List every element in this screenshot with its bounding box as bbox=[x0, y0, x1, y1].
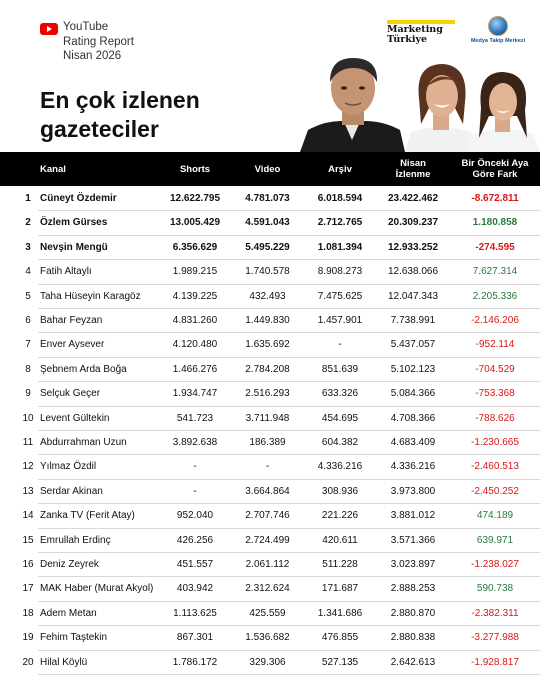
shorts-cell: 403.942 bbox=[176, 583, 214, 595]
video-cell: 5.495.229 bbox=[245, 241, 290, 253]
table-row[interactable] bbox=[0, 651, 540, 675]
fark-cell: -952.114 bbox=[475, 339, 515, 351]
shorts-cell: 1.989.215 bbox=[172, 266, 218, 278]
table-row[interactable] bbox=[0, 529, 540, 553]
shorts-cell: 4.139.225 bbox=[172, 290, 218, 302]
rank-cell: 4 bbox=[25, 266, 31, 278]
nisan-izlenme-cell: 12.638.066 bbox=[387, 266, 439, 278]
fark-cell: 2.205.336 bbox=[472, 290, 518, 302]
fark-cell: -3.277.988 bbox=[471, 632, 519, 644]
rank-cell: 9 bbox=[25, 388, 31, 400]
column-header-nisan-izlenme[interactable]: Nisan İzlenme bbox=[395, 158, 431, 180]
column-header-shorts[interactable]: Shorts bbox=[179, 163, 211, 175]
fark-cell: -704.529 bbox=[475, 363, 515, 375]
fark-cell: 590.738 bbox=[476, 583, 514, 595]
shorts-cell: 12.622.795 bbox=[169, 193, 221, 204]
channel-name-cell: Bahar Feyzan bbox=[40, 315, 103, 326]
nisan-izlenme-cell: 23.422.462 bbox=[387, 193, 439, 204]
video-cell: 4.591.043 bbox=[245, 217, 290, 229]
video-cell: 3.711.948 bbox=[245, 412, 290, 424]
video-cell: 329.306 bbox=[249, 656, 286, 668]
shorts-cell: 952.040 bbox=[176, 510, 214, 522]
rank-cell: 7 bbox=[25, 339, 31, 351]
channel-name-cell: Fatih Altaylı bbox=[40, 266, 92, 278]
channel-name-cell: Levent Gültekin bbox=[40, 412, 110, 424]
arsiv-cell: 6.018.594 bbox=[317, 193, 363, 204]
rank-cell: 8 bbox=[25, 363, 31, 375]
channel-name-cell: Yılmaz Özdil bbox=[40, 461, 97, 473]
video-cell: 3.664.864 bbox=[245, 485, 290, 497]
video-cell: 1.536.682 bbox=[245, 632, 290, 644]
arsiv-cell: 7.475.625 bbox=[317, 290, 363, 302]
nisan-izlenme-cell: 7.738.991 bbox=[390, 315, 436, 326]
video-cell: 1.449.830 bbox=[245, 315, 290, 326]
arsiv-cell: 171.687 bbox=[321, 583, 359, 595]
medya-takip-merkezi-logo: Medya Takip Merkezi bbox=[470, 16, 526, 60]
table-row[interactable] bbox=[0, 577, 540, 601]
table-row[interactable] bbox=[0, 553, 540, 577]
arsiv-cell: - bbox=[338, 339, 342, 351]
shorts-cell: 3.892.638 bbox=[172, 437, 218, 448]
rank-cell: 17 bbox=[22, 583, 34, 595]
shorts-cell: 1.934.747 bbox=[172, 388, 218, 400]
column-header-video[interactable]: Video bbox=[254, 163, 281, 175]
channel-name-cell: Selçuk Geçer bbox=[40, 388, 101, 400]
fark-cell: -1.238.027 bbox=[471, 559, 519, 570]
column-header-arsiv[interactable]: Arşiv bbox=[328, 163, 352, 175]
table-row[interactable] bbox=[0, 236, 540, 260]
nisan-izlenme-cell: 2.642.613 bbox=[390, 656, 436, 668]
rank-cell: 14 bbox=[22, 510, 34, 522]
arsiv-cell: 633.326 bbox=[321, 388, 359, 400]
rank-cell: 6 bbox=[25, 315, 31, 326]
rank-cell: 1 bbox=[25, 193, 31, 204]
rank-cell: 5 bbox=[25, 290, 31, 302]
table-row[interactable] bbox=[0, 504, 540, 528]
fark-cell: -274.595 bbox=[475, 241, 515, 253]
channel-name-cell: Adem Metan bbox=[40, 607, 97, 619]
arsiv-cell: 420.611 bbox=[322, 534, 358, 546]
arsiv-cell: 454.695 bbox=[321, 412, 359, 424]
shorts-cell: 426.256 bbox=[176, 534, 214, 546]
video-cell: 4.781.073 bbox=[245, 193, 290, 204]
shorts-cell: 1.466.276 bbox=[172, 363, 218, 375]
fark-cell: -2.460.513 bbox=[471, 461, 519, 473]
fark-cell: -8.672.811 bbox=[471, 193, 519, 204]
channel-name-cell: Şebnem Arda Boğa bbox=[40, 363, 127, 375]
nisan-izlenme-cell: 2.880.870 bbox=[390, 607, 436, 619]
column-header-kanal[interactable]: Kanal bbox=[40, 163, 66, 175]
fark-cell: 1.180.858 bbox=[472, 217, 518, 229]
channel-name-cell: Emrullah Erdinç bbox=[40, 534, 111, 546]
rank-cell: 2 bbox=[25, 217, 31, 229]
fark-cell: -788.626 bbox=[475, 412, 515, 424]
rank-cell: 12 bbox=[22, 461, 34, 473]
arsiv-cell: 1.457.901 bbox=[317, 315, 363, 326]
portrait-man bbox=[300, 50, 405, 152]
arsiv-cell: 308.936 bbox=[321, 485, 359, 497]
channel-name-cell: Fehim Taştekin bbox=[40, 632, 108, 644]
table-row[interactable] bbox=[0, 602, 540, 626]
rank-cell: 16 bbox=[22, 559, 34, 570]
brand-name: YouTube bbox=[63, 21, 109, 33]
fark-cell: -2.146.206 bbox=[471, 315, 519, 326]
video-cell: - bbox=[265, 461, 270, 473]
fark-cell: 7.627.314 bbox=[472, 266, 518, 278]
channel-name-cell: Deniz Zeyrek bbox=[40, 559, 99, 570]
nisan-izlenme-cell: 5.437.057 bbox=[390, 339, 436, 351]
marketing-turkiye-logo: Marketing Türkiye bbox=[387, 20, 455, 50]
channel-name-cell: Cüneyt Özdemir bbox=[40, 193, 117, 204]
fark-cell: -753.368 bbox=[475, 388, 515, 400]
title-line-2: gazeteciler bbox=[40, 116, 159, 142]
table-row[interactable] bbox=[0, 382, 540, 406]
table-row[interactable] bbox=[0, 211, 540, 235]
table-row[interactable] bbox=[0, 187, 540, 211]
arsiv-cell: 221.226 bbox=[321, 510, 359, 522]
channel-name-cell: Enver Aysever bbox=[40, 339, 105, 351]
shorts-cell: 1.786.172 bbox=[172, 656, 218, 668]
nisan-izlenme-cell: 2.888.253 bbox=[390, 583, 436, 595]
nisan-izlenme-cell: 3.881.012 bbox=[390, 510, 436, 522]
video-cell: 2.312.624 bbox=[245, 583, 290, 595]
table-row[interactable] bbox=[0, 431, 540, 455]
nisan-izlenme-cell: 4.708.366 bbox=[390, 412, 436, 424]
report-period: Nisan 2026 bbox=[63, 50, 122, 62]
nisan-izlenme-cell: 3.023.897 bbox=[390, 559, 436, 570]
nisan-izlenme-cell: 4.683.409 bbox=[390, 437, 436, 448]
rank-cell: 11 bbox=[22, 437, 34, 448]
shorts-cell: 1.113.625 bbox=[173, 607, 217, 619]
nisan-izlenme-cell: 12.047.343 bbox=[387, 290, 439, 302]
video-cell: 2.516.293 bbox=[245, 388, 290, 400]
nisan-izlenme-cell: 3.973.800 bbox=[390, 485, 436, 497]
table-row[interactable] bbox=[0, 285, 540, 309]
nisan-izlenme-cell: 5.084.366 bbox=[390, 388, 436, 400]
rank-cell: 13 bbox=[22, 485, 34, 497]
arsiv-cell: 604.382 bbox=[321, 437, 359, 448]
rank-cell: 18 bbox=[22, 607, 34, 619]
video-cell: 2.724.499 bbox=[245, 534, 290, 546]
rank-cell: 20 bbox=[22, 656, 34, 668]
page-title bbox=[40, 86, 200, 144]
table-row[interactable] bbox=[0, 309, 540, 333]
portrait-woman-2 bbox=[465, 68, 540, 152]
fark-cell: 639.971 bbox=[476, 534, 514, 546]
nisan-izlenme-cell: 3.571.366 bbox=[390, 534, 436, 546]
video-cell: 1.635.692 bbox=[245, 339, 290, 351]
shorts-cell: 13.005.429 bbox=[169, 217, 221, 229]
arsiv-cell: 4.336.216 bbox=[317, 461, 363, 473]
channel-name-cell: MAK Haber (Murat Akyol) bbox=[40, 583, 154, 595]
table-row[interactable] bbox=[0, 358, 540, 382]
arsiv-cell: 8.908.273 bbox=[317, 266, 363, 278]
fark-cell: -2.382.311 bbox=[471, 607, 519, 619]
shorts-cell: 541.723 bbox=[176, 412, 214, 424]
channel-name-cell: Özlem Gürses bbox=[40, 217, 108, 229]
globe-icon bbox=[488, 16, 508, 36]
youtube-play-icon bbox=[40, 23, 58, 35]
nisan-izlenme-cell: 2.880.838 bbox=[390, 632, 436, 644]
video-cell: 425.559 bbox=[249, 607, 286, 619]
fark-cell: -1.230.665 bbox=[471, 437, 519, 448]
shorts-cell: 6.356.629 bbox=[172, 241, 218, 253]
nisan-izlenme-cell: 12.933.252 bbox=[387, 241, 439, 253]
video-cell: 432.493 bbox=[249, 290, 286, 302]
shorts-cell: - bbox=[193, 485, 197, 497]
arsiv-cell: 476.855 bbox=[321, 632, 359, 644]
shorts-cell: 451.557 bbox=[176, 559, 214, 570]
fark-cell: -1.928.817 bbox=[471, 656, 519, 668]
arsiv-cell: 2.712.765 bbox=[317, 217, 363, 229]
table-row[interactable] bbox=[0, 407, 540, 431]
channel-name-cell: Nevşin Mengü bbox=[40, 241, 108, 253]
rank-cell: 3 bbox=[25, 241, 31, 253]
fark-cell: 474.189 bbox=[476, 510, 514, 522]
arsiv-cell: 527.135 bbox=[321, 656, 359, 668]
table-row[interactable] bbox=[0, 455, 540, 479]
arsiv-cell: 851.639 bbox=[321, 363, 359, 375]
video-cell: 2.784.208 bbox=[245, 363, 290, 375]
channel-name-cell: Hilal Köylü bbox=[40, 656, 88, 668]
table-row[interactable] bbox=[0, 480, 540, 504]
arsiv-cell: 1.341.686 bbox=[317, 607, 363, 619]
table-row[interactable] bbox=[0, 333, 540, 357]
fark-cell: -2.450.252 bbox=[471, 485, 519, 497]
channel-name-cell: Serdar Akinan bbox=[40, 485, 103, 497]
video-cell: 2.707.746 bbox=[245, 510, 290, 522]
rank-cell: 15 bbox=[22, 534, 34, 546]
table-row[interactable] bbox=[0, 626, 540, 650]
table-row[interactable] bbox=[0, 260, 540, 284]
channel-name-cell: Zanka TV (Ferit Atay) bbox=[40, 510, 135, 522]
report-header bbox=[0, 0, 540, 152]
shorts-cell: 4.831.260 bbox=[172, 315, 218, 326]
channel-name-cell: Taha Hüseyin Karagöz bbox=[40, 290, 141, 302]
shorts-cell: 4.120.480 bbox=[172, 339, 218, 351]
title-line-1: En çok izlenen bbox=[40, 87, 200, 113]
video-cell: 1.740.578 bbox=[245, 266, 290, 278]
rank-cell: 10 bbox=[22, 412, 34, 424]
nisan-izlenme-cell: 5.102.123 bbox=[390, 363, 436, 375]
report-name: Rating Report bbox=[63, 35, 134, 48]
video-cell: 186.389 bbox=[249, 437, 286, 448]
column-header-fark[interactable]: Bir Önceki Aya Göre Fark bbox=[461, 158, 529, 180]
table-header bbox=[0, 152, 540, 186]
arsiv-cell: 1.081.394 bbox=[317, 241, 363, 253]
shorts-cell: 867.301 bbox=[176, 632, 214, 644]
video-cell: 2.061.112 bbox=[245, 559, 290, 570]
nisan-izlenme-cell: 4.336.216 bbox=[390, 461, 436, 473]
shorts-cell: - bbox=[193, 461, 197, 473]
arsiv-cell: 511.228 bbox=[322, 559, 358, 570]
channel-name-cell: Abdurrahman Uzun bbox=[40, 437, 127, 448]
nisan-izlenme-cell: 20.309.237 bbox=[387, 217, 439, 229]
rank-cell: 19 bbox=[22, 632, 34, 644]
